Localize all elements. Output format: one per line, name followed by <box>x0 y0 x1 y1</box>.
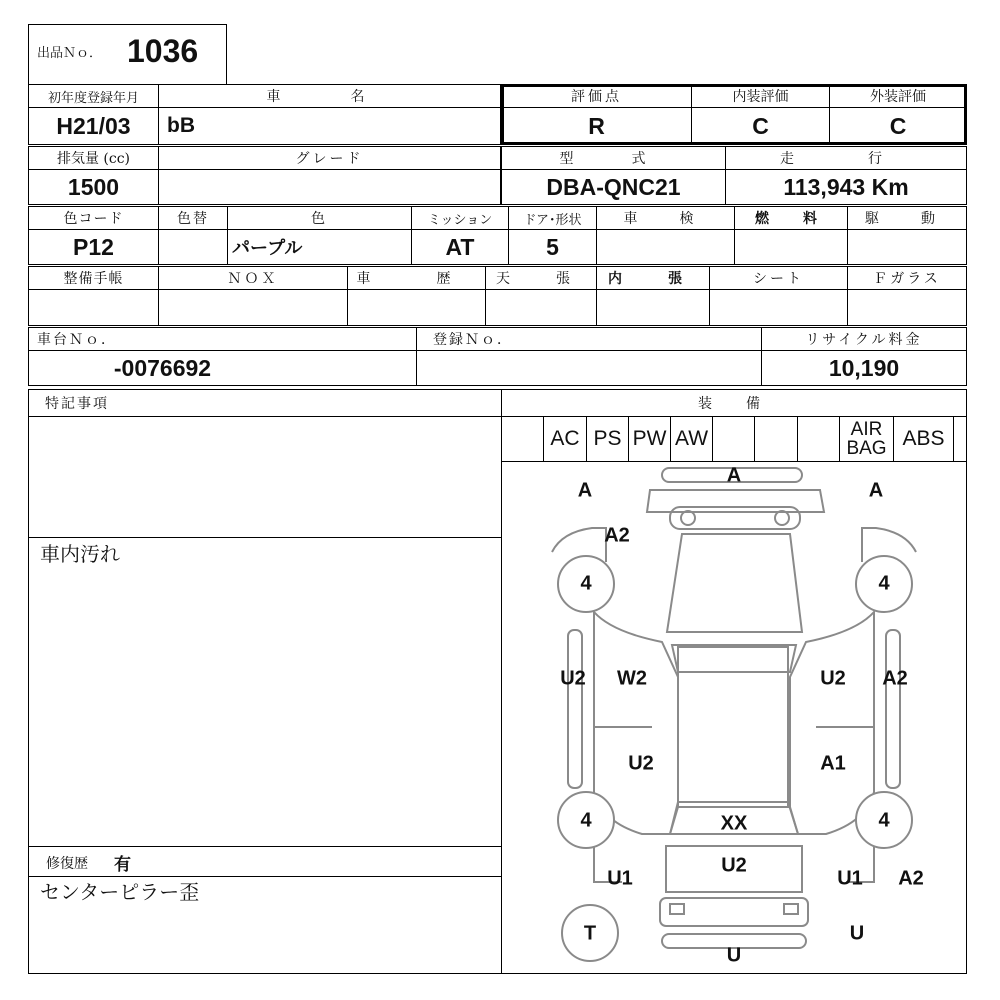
mark-front-bumper: A <box>726 464 742 487</box>
score-label: 評価点 <box>501 84 692 108</box>
history-label: 車 歴 <box>347 266 486 290</box>
mark-right-pillar: U2 <box>820 667 846 690</box>
lot-number-box <box>28 24 227 85</box>
left-side-rail <box>568 630 582 788</box>
fuel-label: 燃 料 <box>734 206 848 230</box>
sunroof-value <box>485 289 597 326</box>
lot-number-label: 出品Ｎｏ． <box>37 46 103 61</box>
right-body-shape <box>790 612 874 834</box>
mark-wheel-rr: 4 <box>878 809 890 832</box>
equipment-item: AW <box>670 416 713 462</box>
mark-trunk: U2 <box>721 854 747 877</box>
nox-value <box>158 289 348 326</box>
interior-score-value: C <box>691 107 830 145</box>
interior-score-label: 内装評価 <box>691 84 830 108</box>
transmission-value: AT <box>411 229 509 265</box>
mark-front-right: A <box>868 479 884 502</box>
grade-value <box>158 169 501 205</box>
notes-text: 車内汚れ <box>40 542 120 566</box>
notes-label: 特記事項 <box>28 389 502 417</box>
lot-number-value: 1036 <box>127 33 199 69</box>
repair-mark: 有 <box>114 855 131 875</box>
repair-label: 修復歴 <box>46 856 88 872</box>
registration-value <box>416 350 762 386</box>
score-value: R <box>501 107 692 145</box>
drive-value <box>847 229 967 265</box>
drive-label: 駆 動 <box>847 206 967 230</box>
chassis-value: -0076692 <box>28 350 417 386</box>
mark-wheel-rl: 4 <box>580 809 592 832</box>
maintenance-value <box>28 289 159 326</box>
equipment-item <box>712 416 755 462</box>
first-reg-value: H21/03 <box>28 107 159 145</box>
equipment-item <box>754 416 798 462</box>
car-diagram <box>502 462 966 973</box>
mark-left-front-door: W2 <box>617 667 647 690</box>
nox-label: ＮＯＸ <box>158 266 348 290</box>
mark-rear-bumper: U <box>726 944 742 967</box>
equipment-item: PW <box>628 416 671 462</box>
repair-divider-top <box>28 846 502 847</box>
color-value: パープル <box>227 229 412 265</box>
displacement-value: 1500 <box>28 169 159 205</box>
color-code-label: 色コード <box>28 206 159 230</box>
displacement-label: 排気量 (cc) <box>28 146 159 170</box>
repair-text: センターピラー歪 <box>40 880 200 904</box>
inspection-label: 車 検 <box>596 206 735 230</box>
mark-spare-tire: T <box>583 922 597 945</box>
door-label: ドア･形状 <box>508 206 597 230</box>
model-value: DBA-QNC21 <box>501 169 726 205</box>
exterior-score-label: 外装評価 <box>829 84 967 108</box>
hood-shape <box>667 534 802 632</box>
transmission-label: ミッション <box>411 206 509 230</box>
mileage-label: 走 行 <box>725 146 967 170</box>
mark-right-rear-door: A1 <box>820 752 846 775</box>
mark-rear-left-quarter: U1 <box>607 867 633 890</box>
mark-wheel-fl: 4 <box>580 572 592 595</box>
equipment-item: PS <box>586 416 629 462</box>
mark-front-left: A <box>577 479 593 502</box>
equipment-label: 装 備 <box>501 389 967 417</box>
right-side-rail <box>886 630 900 788</box>
fuel-value <box>734 229 848 265</box>
mark-right-front-door: A2 <box>882 667 908 690</box>
grade-label: グレード <box>158 146 501 170</box>
mark-roof-rear: XX <box>720 812 748 835</box>
equipment-item <box>797 416 840 462</box>
chassis-label: 車台Ｎｏ． <box>28 327 417 351</box>
color-change-label: 色替 <box>158 206 228 230</box>
seat-label: シート <box>709 266 848 290</box>
interior-trim-value <box>596 289 710 326</box>
equipment-item: ABS <box>893 416 954 462</box>
interior-trim-label: 内 張 <box>596 266 710 290</box>
registration-label: 登録Ｎｏ． <box>416 327 762 351</box>
windshield-shape <box>672 645 796 672</box>
model-label: 型 式 <box>501 146 726 170</box>
sunroof-label: 天 張 <box>485 266 597 290</box>
color-label: 色 <box>227 206 412 230</box>
exterior-score-value: C <box>829 107 967 145</box>
mark-bonnet-edge: A2 <box>604 524 630 547</box>
maintenance-label: 整備手帳 <box>28 266 159 290</box>
rear-bumper-shape <box>660 898 808 926</box>
mark-rear-right: A2 <box>898 867 924 890</box>
mark-rear-bumper-right: U <box>849 922 865 945</box>
seat-value <box>709 289 848 326</box>
equipment-item <box>501 416 544 462</box>
door-value: 5 <box>508 229 597 265</box>
recycle-value: 10,190 <box>761 350 967 386</box>
color-code-value: P12 <box>28 229 159 265</box>
mark-left-rear-door: U2 <box>628 752 654 775</box>
color-change-value <box>158 229 228 265</box>
history-value <box>347 289 486 326</box>
equipment-item: AIR BAG <box>839 416 894 462</box>
car-name-value: bB <box>158 107 501 145</box>
recycle-label: リサイクル料金 <box>761 327 967 351</box>
glass-label: Ｆガラス <box>847 266 967 290</box>
mileage-value: 113,943 Km <box>725 169 967 205</box>
mark-rear-right-quarter: U1 <box>837 867 863 890</box>
glass-value <box>847 289 967 326</box>
first-reg-label: 初年度登録年月 <box>28 84 159 108</box>
mark-wheel-fr: 4 <box>878 572 890 595</box>
mark-left-pillar: U2 <box>560 667 586 690</box>
car-name-label: 車 名 <box>158 84 501 108</box>
inspection-value <box>596 229 735 265</box>
equipment-item: AC <box>543 416 587 462</box>
